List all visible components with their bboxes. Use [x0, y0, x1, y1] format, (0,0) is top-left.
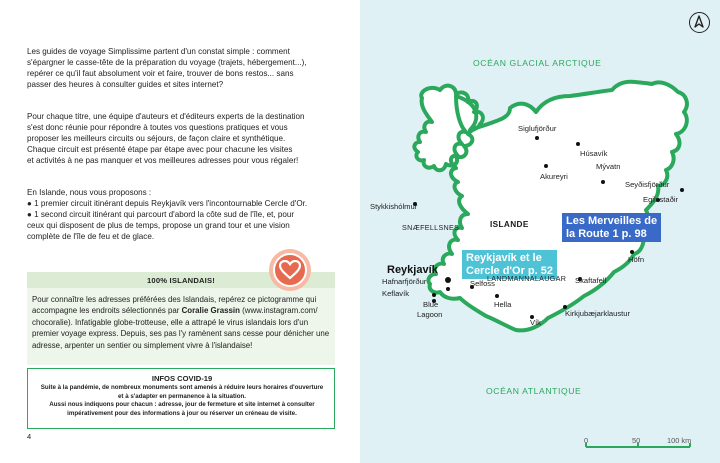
place-kirkjubaejarklaustur: Kirkjubæjarklaustur	[565, 309, 630, 318]
text-line: complète de l'île de feu et de glace.	[27, 232, 155, 242]
text-line: impérativement pour des informations à jour ou réserver un créneau de visite.	[67, 409, 297, 417]
text-line: Pour chaque titre, une équipe d'auteurs et d'éditeurs experts de la destination	[27, 112, 305, 121]
text-line: ceux qui disposent de plus de temps, propose un grand tour et une vision	[27, 221, 290, 231]
text-line: s'est donc réunie pour répondre à toutes vos questions pratiques et vous	[27, 123, 288, 133]
scale-label-0: 0	[584, 436, 589, 445]
place-seydisfjordur: Seyðisfjörður	[625, 180, 670, 189]
text-line: En Islande, nous vous proposons :	[27, 188, 152, 197]
text-line: Les guides de voyage Simplissime partent d'un constat simple : comment	[27, 47, 290, 56]
place-myvatn: Mývatn	[596, 162, 621, 171]
place-skaftafell: Skaftafell	[575, 276, 607, 285]
text-line: premier voyage express. Depuis, ses pas l'y ramènent sans cesse pour dénicher une	[32, 329, 330, 339]
iceland-coastline	[414, 82, 687, 331]
page-number: 4	[27, 432, 32, 441]
place-snaefellsnes: SNÆFELLSNES	[402, 223, 460, 232]
ocean-north-label: OCÉAN GLACIAL ARCTIQUE	[473, 58, 602, 68]
islandais-title: 100% ISLANDAIS!	[147, 276, 215, 285]
bullet-circuit-1: ● 1 premier circuit itinérant depuis Reykjavík vers l'incontournable Cercle d'Or.	[27, 199, 308, 209]
marker-hofn	[630, 250, 634, 254]
place-selfoss: Selfoss	[470, 279, 495, 288]
covid-box	[27, 368, 335, 429]
text-line: proposer les meilleurs circuits ou séjours, de façon claire et synthétique.	[27, 134, 286, 144]
text-span: (www.instagram.com/	[239, 306, 318, 316]
circuits-paragraph	[27, 187, 337, 242]
marker-husavik	[576, 142, 580, 146]
heart-icon	[279, 260, 301, 280]
scale-label-100: 100 km	[667, 436, 692, 445]
text-line: repérer ce qu'il faut absolument voir et faire, trouver de bons restos... sans	[27, 69, 294, 79]
place-keflavik: Keflavík	[382, 289, 410, 298]
place-hella: Hella	[494, 300, 512, 309]
compass-icon	[689, 12, 710, 33]
text-line: s'épargner le casse-tête de la préparation du voyage (trajets, hébergement...),	[27, 58, 307, 68]
route1-label	[562, 213, 661, 242]
heart-pictogram-icon	[269, 249, 311, 291]
covid-body	[28, 384, 336, 418]
place-stykkisholmur: Stykkishólmur	[370, 202, 418, 211]
covid-title: INFOS COVID-19	[151, 374, 213, 383]
author-name: Coralie Grassin	[181, 306, 240, 316]
marker-seydisfjordur	[680, 188, 684, 192]
ocean-south-label: OCÉAN ATLANTIQUE	[486, 386, 582, 396]
text-line: Pour connaître les adresses préférées des Islandais, repérez ce pictogramme qui	[32, 295, 317, 304]
text-line	[32, 305, 332, 316]
team-paragraph	[27, 111, 337, 166]
marker-keflavik	[432, 293, 436, 297]
scale-label-50: 50	[632, 436, 641, 445]
text-line: et à s'adapter en permanence à la situation.	[117, 392, 247, 400]
text-line: adresse, arpenter un sentier ou simplement vivre à l'islandaise!	[32, 340, 253, 350]
intro-paragraph	[27, 46, 337, 90]
place-landmannalaugar: LANDMANNALAUGAR	[487, 274, 567, 283]
marker-reykjavik	[445, 277, 451, 283]
text-line: Chaque circuit est présenté étape par étape avec pour chacune les visites	[27, 145, 293, 155]
text-line: Suite à la pandémie, de nombreux monuments sont amenés à réduire leurs horaires d'ouverture	[40, 384, 324, 391]
map-page	[360, 0, 720, 463]
capital-reykjavik: Reykjavík	[387, 264, 438, 276]
place-hofn: Höfn	[628, 255, 645, 264]
place-husavik: Húsavík	[580, 149, 608, 158]
text-line: passer des heures à consulter guides et sites internet?	[27, 80, 224, 90]
route1-line: Les Merveilles de	[566, 215, 658, 227]
place-blue-lagoon-1: Blue	[423, 300, 439, 309]
route1-line: la Route 1 p. 98	[566, 227, 647, 240]
place-akureyri: Akureyri	[540, 172, 568, 181]
text-line: et activités à ne pas manquer et vos meilleures adresses pour vous régaler!	[27, 156, 299, 166]
place-egilsstadir: Egilsstaðir	[643, 195, 679, 204]
text-line: chocoralie). Infatigable globe-trotteuse, elle a attrapé le virus islandais lors d'un	[32, 317, 309, 327]
text-span: accompagne les endroits sélectionnés par	[32, 306, 182, 316]
route2-line: Reykjavík et le	[466, 252, 542, 264]
islandais-body	[32, 294, 332, 351]
place-vik: Vík	[530, 318, 541, 327]
text-line: Aussi nous indiquons pour chacun : adresse, jour de fermeture et site internet à consulter	[49, 401, 315, 409]
marker-myvatn	[601, 180, 605, 184]
marker-hella	[495, 294, 499, 298]
country-label: ISLANDE	[490, 220, 529, 229]
north-arrow-icon	[690, 13, 708, 31]
marker-akureyri	[544, 164, 548, 168]
route2-line: Cercle d'Or p. 52	[466, 264, 553, 277]
place-siglufjordur: Siglufjörður	[518, 124, 557, 133]
place-hafnarfjordur: Hafnarfjörður	[382, 277, 427, 286]
marker-siglufjordur	[535, 136, 539, 140]
marker-hafnarfjordur	[446, 287, 450, 291]
bullet-circuit-2: ● 1 second circuit itinérant qui parcourt d'abord la côte sud de l'île, et, pour	[27, 210, 295, 220]
place-blue-lagoon-2: Lagoon	[417, 310, 443, 319]
